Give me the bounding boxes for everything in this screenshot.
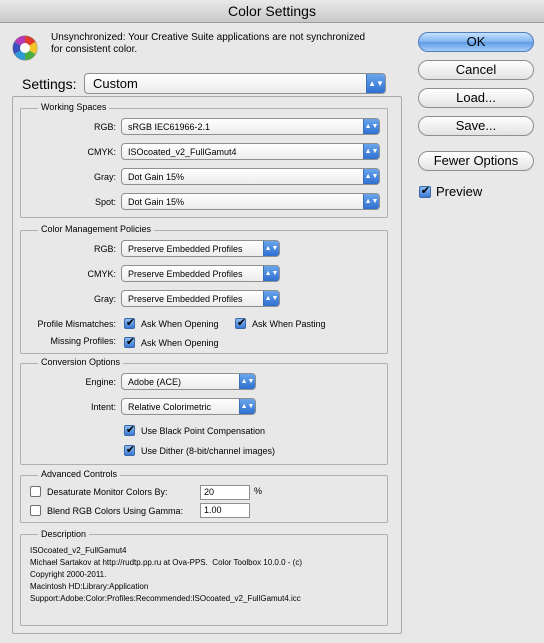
- blend-gamma-input[interactable]: 1.00: [200, 503, 250, 518]
- ws-cmyk-select[interactable]: [121, 143, 380, 160]
- policy-cmyk-label: CMYK:: [87, 269, 116, 279]
- ws-spot-select[interactable]: [121, 193, 380, 210]
- engine-label: Engine:: [85, 377, 116, 387]
- ws-rgb-value: sRGB IEC61966-2.1: [128, 122, 211, 132]
- updown-arrows-icon: ▲▼: [263, 240, 280, 257]
- preview-label: Preview: [436, 184, 483, 199]
- dither-label: Use Dither (8-bit/channel images): [141, 446, 276, 456]
- ws-spot-label: Spot:: [94, 197, 116, 207]
- sync-warning-text: Unsynchronized: Your Creative Suite applications are not synchronized for consistent color.: [51, 32, 366, 55]
- settings-label: Settings:: [22, 76, 77, 92]
- policy-gray-select[interactable]: [121, 290, 280, 307]
- updown-arrows-icon: ▲▼: [263, 290, 280, 307]
- fewer-options-button[interactable]: Fewer Options: [418, 151, 534, 171]
- ws-gray-select[interactable]: [121, 168, 380, 185]
- ws-cmyk-label: CMYK:: [87, 147, 116, 157]
- ws-rgb-select[interactable]: [121, 118, 380, 135]
- ws-cmyk-value: ISOcoated_v2_FullGamut4: [128, 147, 237, 157]
- policy-cmyk-value: Preserve Embedded Profiles: [128, 269, 243, 279]
- ask-when-pasting-label: Ask When Pasting: [252, 319, 326, 329]
- ask-when-pasting-checkbox[interactable]: [235, 318, 246, 329]
- save-button[interactable]: Save...: [418, 116, 534, 136]
- preview-checkbox[interactable]: [419, 186, 431, 198]
- load-button[interactable]: Load...: [418, 88, 534, 108]
- color-wheel-icon: [11, 34, 39, 62]
- blend-rgb-checkbox[interactable]: [30, 505, 41, 516]
- policy-gray-value: Preserve Embedded Profiles: [128, 294, 243, 304]
- intent-label: Intent:: [90, 402, 116, 412]
- updown-arrows-icon: ▲▼: [363, 168, 380, 185]
- black-point-label: Use Black Point Compensation: [141, 426, 266, 436]
- settings-select[interactable]: [84, 73, 386, 94]
- engine-select[interactable]: [121, 373, 256, 390]
- description-title: Description: [38, 529, 89, 540]
- ask-when-opening-checkbox[interactable]: [124, 318, 135, 329]
- updown-arrows-icon: ▲▼: [263, 265, 280, 282]
- ok-button[interactable]: OK: [418, 32, 534, 52]
- policy-cmyk-select[interactable]: [121, 265, 280, 282]
- desaturate-checkbox[interactable]: [30, 486, 41, 497]
- policy-gray-label: Gray:: [93, 294, 116, 304]
- settings-value: Custom: [93, 76, 138, 91]
- window-title: Color Settings: [0, 0, 544, 23]
- ws-gray-label: Gray:: [93, 172, 116, 182]
- missing-profiles-label: Missing Profiles:: [50, 336, 116, 346]
- black-point-checkbox[interactable]: [124, 425, 135, 436]
- intent-select[interactable]: [121, 398, 256, 415]
- updown-arrows-icon: ▲▼: [363, 193, 380, 210]
- desaturate-input[interactable]: 20: [200, 485, 250, 500]
- updown-arrows-icon: ▲▼: [239, 373, 256, 390]
- policy-rgb-select[interactable]: [121, 240, 280, 257]
- ws-spot-value: Dot Gain 15%: [128, 197, 185, 207]
- working-spaces-title: Working Spaces: [38, 102, 109, 113]
- policy-rgb-value: Preserve Embedded Profiles: [128, 244, 243, 254]
- missing-ask-when-opening-checkbox[interactable]: [124, 337, 135, 348]
- blend-rgb-label: Blend RGB Colors Using Gamma:: [47, 506, 184, 516]
- policy-rgb-label: RGB:: [93, 244, 116, 254]
- conversion-title: Conversion Options: [38, 357, 123, 368]
- desaturate-unit: %: [254, 486, 263, 496]
- description-text: ISOcoated_v2_FullGamut4 Michael Sartakov at http://rudtp.pp.ru at Ova-PPS. Color Toolbox 10.0.0 - (c) Copyright 2000-2011. Macintosh HD:Library:Application Support:Adobe:Color:Profiles:Recommended:ISOcoated_v2_FullGamut4.icc: [30, 546, 302, 603]
- updown-arrows-icon: ▲▼: [366, 73, 386, 94]
- updown-arrows-icon: ▲▼: [239, 398, 256, 415]
- updown-arrows-icon: ▲▼: [363, 118, 380, 135]
- ask-when-opening-label: Ask When Opening: [141, 319, 219, 329]
- ws-gray-value: Dot Gain 15%: [128, 172, 185, 182]
- desaturate-label: Desaturate Monitor Colors By:: [47, 487, 168, 497]
- cancel-button[interactable]: Cancel: [418, 60, 534, 80]
- profile-mismatches-label: Profile Mismatches:: [37, 319, 116, 329]
- intent-value: Relative Colorimetric: [128, 402, 212, 412]
- engine-value: Adobe (ACE): [128, 377, 182, 387]
- advanced-title: Advanced Controls: [38, 469, 120, 480]
- updown-arrows-icon: ▲▼: [363, 143, 380, 160]
- dither-checkbox[interactable]: [124, 445, 135, 456]
- ws-rgb-label: RGB:: [93, 122, 116, 132]
- policies-title: Color Management Policies: [38, 224, 154, 235]
- missing-ask-when-opening-label: Ask When Opening: [141, 338, 219, 348]
